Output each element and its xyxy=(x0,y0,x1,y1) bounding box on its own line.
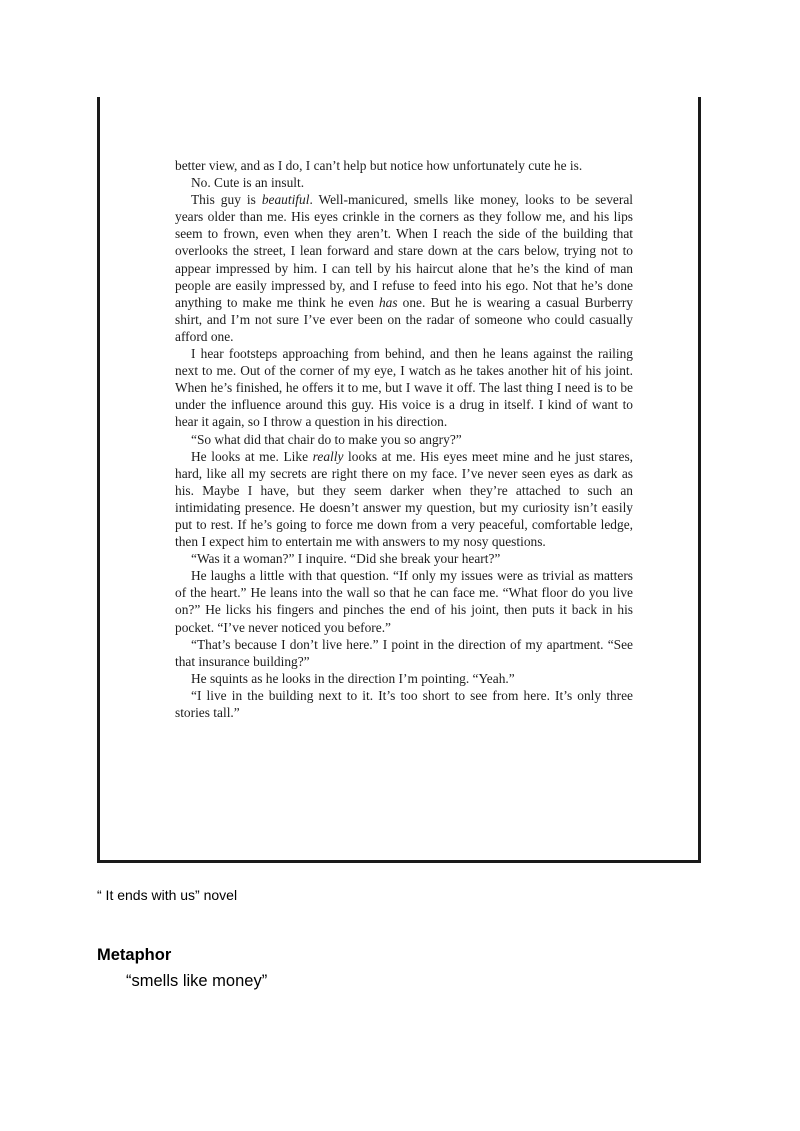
book-excerpt-frame xyxy=(97,97,701,863)
emphasis-has: has xyxy=(378,294,398,310)
excerpt-paragraph-3: This guy is beautiful. Well-manicured, smells like money, looks to be several years older than me. His eyes crinkle in the corners as they follow me, and his lips seem to frown, even when they aren’t. When I reach the side of the building that overlooks the street, I lean forward and stare down at the cars below, trying not to appear impressed by him. I can tell by his haircut alone that he’s the kind of man people are easily impressed by, and I refuse to feed into his ego. Not that he’s done anything to make me think he even has one. But he is wearing a casual Burberry shirt, and I’m not sure I’ve ever been on the radar of someone who could casually afford one. xyxy=(175,192,633,344)
excerpt-paragraph-5: “So what did that chair do to make you so angry?” xyxy=(191,431,462,447)
excerpt-paragraph-6: He looks at me. Like really looks at me. His eyes meet mine and he just stares, hard, like all my secrets are right there on my face. I’ve never seen eyes as dark as his. Maybe I have, but they seem darker when they’re attached to such an intimidating presence. He doesn’t answer my question, but my curiosity isn’t easily put to rest. If he’s going to force me down from a very peaceful, comfortable ledge, then I expect him to entertain me with answers to my nosy questions. xyxy=(175,448,633,550)
section-heading: Metaphor xyxy=(97,946,172,964)
book-excerpt-text xyxy=(175,157,633,721)
excerpt-paragraph-1: better view, and as I do, I can’t help but notice how unfortunately cute he is. xyxy=(175,158,583,173)
excerpt-paragraph-9: “That’s because I don’t live here.” I point in the direction of my apartment. “See that insurance building?” xyxy=(175,636,633,669)
excerpt-paragraph-8: He laughs a little with that question. “If only my issues were as trivial as matters of the heart.” He leans into the wall so that he can face me. “What floor do you live on?” He licks his fingers and pinches the end of his joint, then puts it back in his pocket. “I’ve never noticed you before.” xyxy=(175,568,633,635)
excerpt-paragraph-10: He squints as he looks in the direction I’m pointing. “Yeah.” xyxy=(191,670,515,686)
emphasis-beautiful: beautiful xyxy=(261,192,310,208)
metaphor-example: “smells like money” xyxy=(126,972,268,990)
emphasis-really: really xyxy=(312,448,344,464)
excerpt-paragraph-11: “I live in the building next to it. It’s too short to see from here. It’s only three stories tall.” xyxy=(175,687,633,720)
excerpt-caption: “ It ends with us” novel xyxy=(97,887,238,903)
excerpt-paragraph-4: I hear footsteps approaching from behind, and then he leans against the railing next to me. Out of the corner of my eye, I watch as he takes another hit of his joint. When he’s finished, he offers it to me, but I wave it off. The last thing I need is to be under the influence around this guy. His voice is a drug in itself. I kind of want to hear it again, so I throw a question in his direction. xyxy=(175,346,633,430)
excerpt-paragraph-7: “Was it a woman?” I inquire. “Did she break your heart?” xyxy=(191,551,501,567)
excerpt-paragraph-2: No. Cute is an insult. xyxy=(191,175,305,191)
